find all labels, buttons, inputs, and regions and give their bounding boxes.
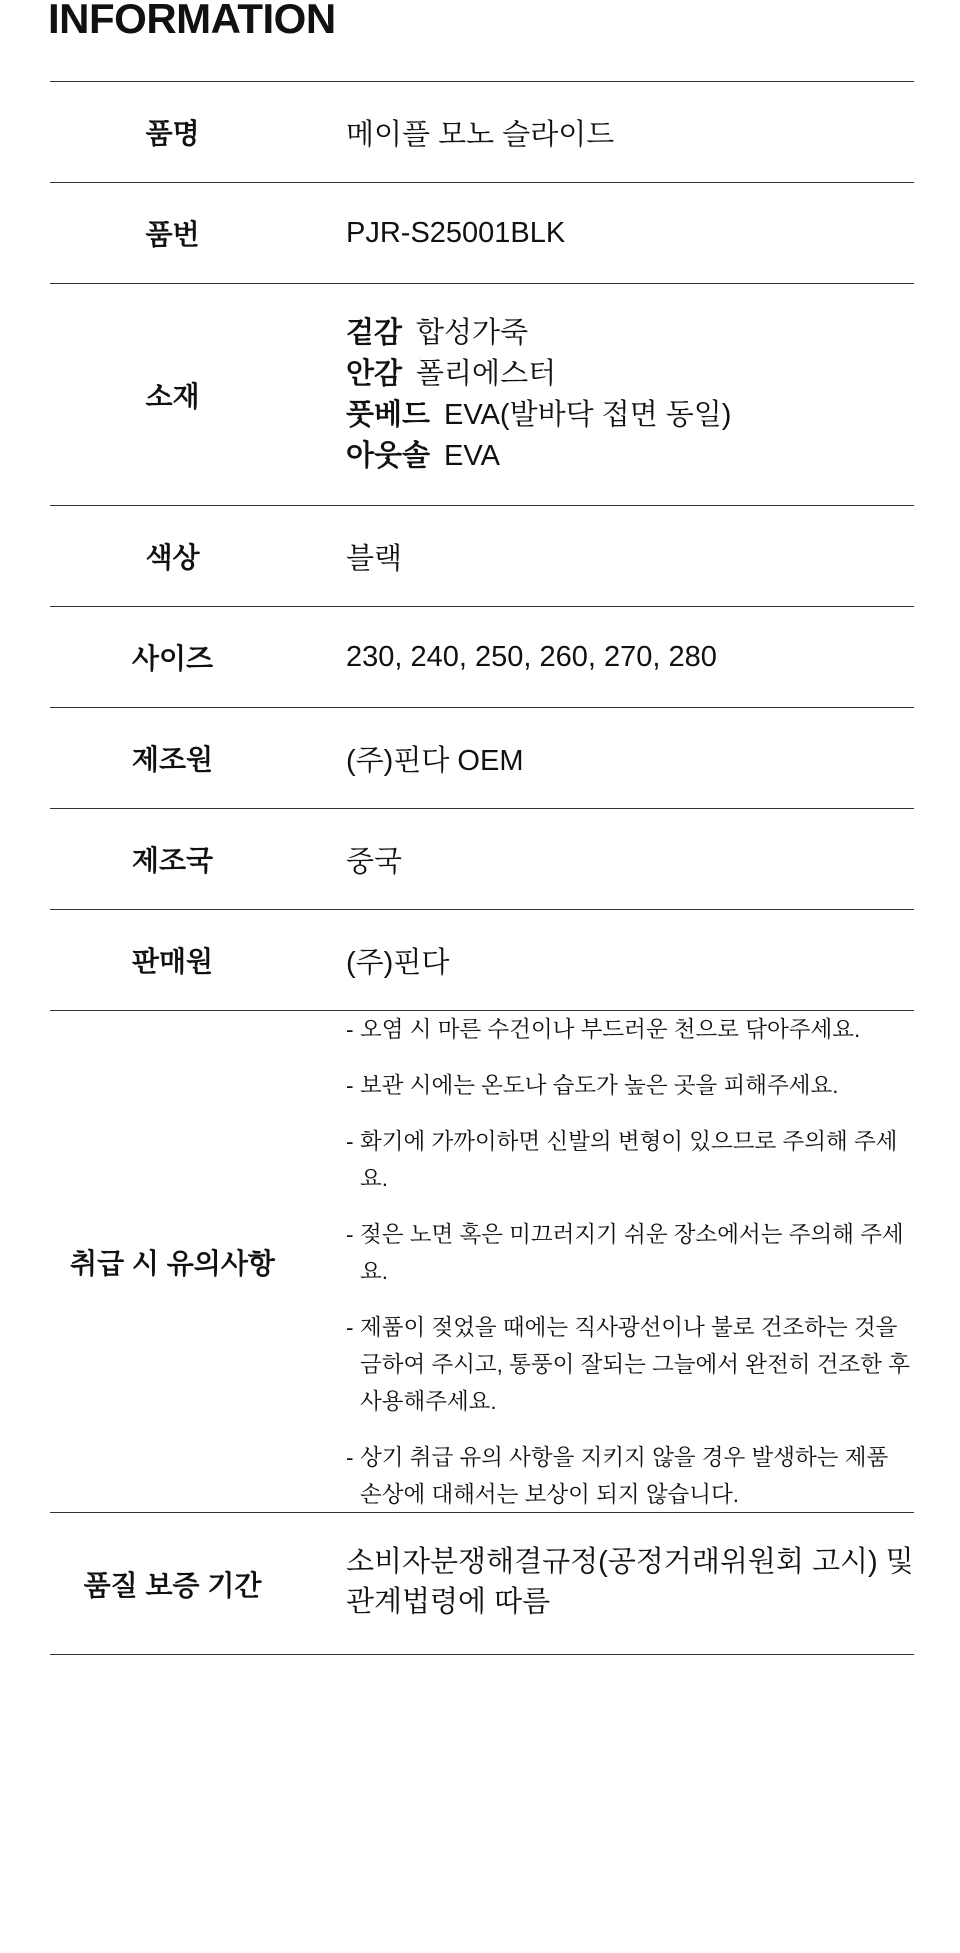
row-label: 품번 <box>145 219 200 250</box>
care-item: - 화기에 가까이하면 신발의 변형이 있으므로 주의해 주세요. <box>346 1123 914 1197</box>
row-material <box>50 284 914 506</box>
row-country-of-origin <box>50 809 914 910</box>
row-label: 품명 <box>145 118 200 149</box>
row-label: 취급 시 유의사항 <box>70 1247 275 1279</box>
page-title: INFORMATION <box>48 0 336 42</box>
row-value: 중국 <box>346 845 403 878</box>
material-key: 겉감 <box>346 316 403 349</box>
care-instructions <box>295 1011 914 1513</box>
row-value: 블랙 <box>346 542 403 575</box>
row-seller <box>50 910 914 1011</box>
material-item <box>346 313 914 354</box>
row-label: 제조원 <box>131 744 214 775</box>
row-value: (주)핀다 OEM <box>346 744 524 777</box>
material-key: 안감 <box>346 357 403 390</box>
care-item: - 보관 시에는 온도나 습도가 높은 곳을 피해주세요. <box>346 1067 914 1104</box>
care-item: - 젖은 노면 혹은 미끄러지기 쉬운 장소에서는 주의해 주세요. <box>346 1216 914 1290</box>
row-size <box>50 607 914 708</box>
care-item: - 제품이 젖었을 때에는 직사광선이나 불로 건조하는 것을 금하여 주시고, 통풍이 잘되는 그늘에서 완전히 건조한 후 사용해주세요. <box>346 1309 914 1420</box>
row-value: 소비자분쟁해결규정(공정거래위원회 고시) 및 관계법령에 따름 <box>346 1545 914 1618</box>
row-label: 판매원 <box>131 946 214 977</box>
care-item: - 오염 시 마른 수건이나 부드러운 천으로 닦아주세요. <box>346 1011 914 1048</box>
row-value: (주)핀다 <box>346 946 450 979</box>
row-value: PJR-S25001BLK <box>346 216 566 249</box>
material-value: 합성가죽 <box>416 316 529 349</box>
row-value: 230, 240, 250, 260, 270, 280 <box>346 640 717 673</box>
material-value: EVA(발바닥 접면 동일) <box>444 398 732 431</box>
row-label: 사이즈 <box>131 643 214 674</box>
row-label: 제조국 <box>131 845 214 876</box>
material-key: 아웃솔 <box>346 439 431 472</box>
row-label: 품질 보증 기간 <box>83 1569 262 1601</box>
care-list <box>346 1011 914 1513</box>
row-product-name <box>50 82 914 183</box>
material-item <box>346 354 914 395</box>
row-warranty-period <box>50 1513 914 1655</box>
material-value: 폴리에스터 <box>416 357 557 390</box>
care-item: - 상기 취급 유의 사항을 지키지 않을 경우 발생하는 제품 손상에 대해서는 보상이 되지 않습니다. <box>346 1439 914 1513</box>
material-value: EVA <box>444 439 500 472</box>
row-label: 소재 <box>145 380 200 412</box>
row-value: 메이플 모노 슬라이드 <box>346 118 615 151</box>
row-color <box>50 506 914 607</box>
material-key: 풋베드 <box>346 398 431 431</box>
material-item <box>346 395 914 436</box>
row-manufacturer <box>50 708 914 809</box>
row-care-instructions <box>50 1011 914 1513</box>
material-item <box>346 436 914 477</box>
row-label: 색상 <box>145 542 200 573</box>
product-info-table <box>50 81 914 1655</box>
material-list <box>295 313 914 477</box>
row-model-number <box>50 183 914 284</box>
